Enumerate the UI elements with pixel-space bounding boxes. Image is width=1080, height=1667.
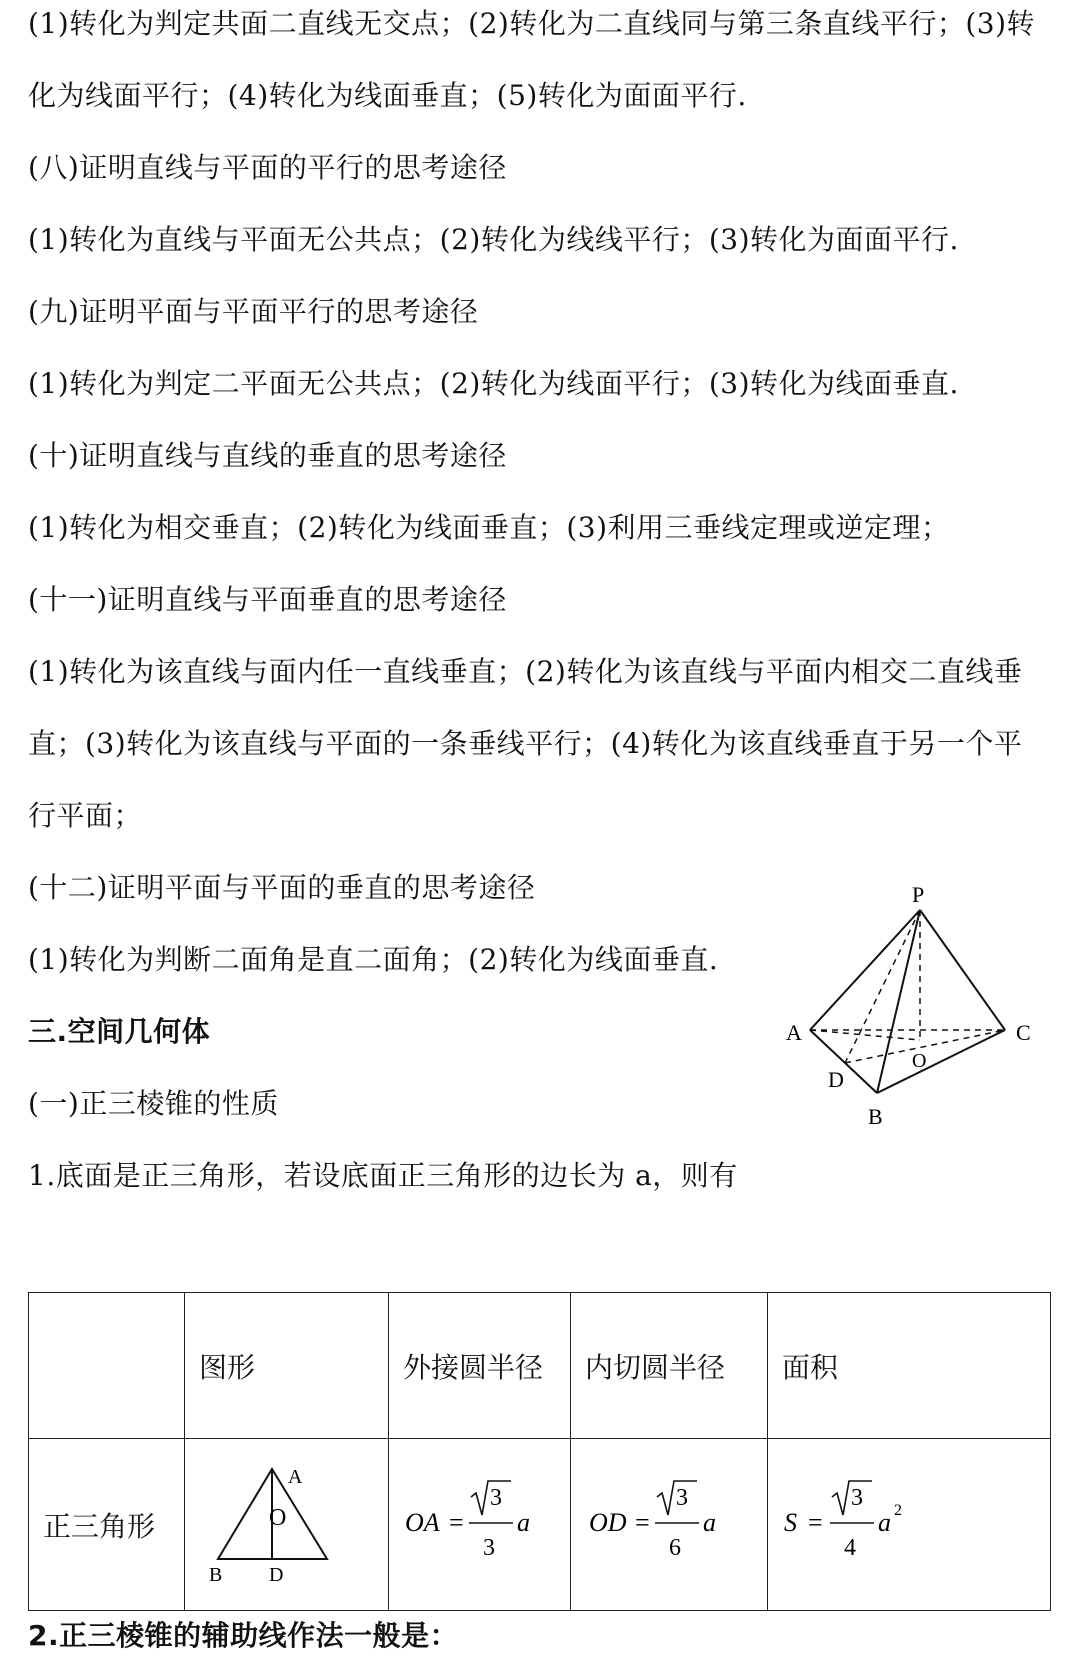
- point-label-D: D: [828, 1067, 844, 1092]
- heading-line: (十二)证明平面与平面的垂直的思考途径: [28, 871, 536, 904]
- header-cell: [29, 1293, 185, 1439]
- text-line: (1)转化为直线与平面无公共点；(2)转化为线线平行；(3)转化为面面平行.: [28, 223, 959, 256]
- svg-text:4: 4: [844, 1535, 856, 1561]
- table-row: [29, 1439, 1051, 1611]
- svg-text:OA: OA: [405, 1508, 440, 1537]
- svg-text:3: 3: [483, 1535, 495, 1561]
- header-cell: 外接圆半径: [389, 1293, 571, 1439]
- triangle-label-D: D: [269, 1564, 284, 1586]
- inradius-cell: [571, 1439, 768, 1611]
- vertex-label-A: A: [786, 1020, 802, 1045]
- pyramid-diagram: [780, 880, 1060, 1140]
- svg-text:=: =: [449, 1508, 464, 1537]
- table-header-row: [29, 1293, 1051, 1439]
- heading-line: (八)证明直线与平面的平行的思考途径: [28, 151, 507, 184]
- heading-line: (十一)证明直线与平面垂直的思考途径: [28, 583, 507, 616]
- svg-text:3: 3: [676, 1485, 688, 1511]
- equilateral-triangle-diagram: [185, 1439, 389, 1603]
- text-line: (1)转化为相交垂直；(2)转化为线面垂直；(3)利用三垂线定理或逆定理；: [28, 511, 950, 544]
- svg-text:OD: OD: [589, 1508, 627, 1537]
- row-label: 正三角形: [29, 1439, 185, 1611]
- triangle-label-B: B: [209, 1564, 223, 1586]
- edge-BC: [877, 1030, 1005, 1093]
- slant-PD: [845, 910, 920, 1063]
- svg-text:=: =: [635, 1508, 650, 1537]
- svg-text:a: a: [517, 1508, 530, 1537]
- header-cell: 内切圆半径: [571, 1293, 768, 1439]
- point-1: 1.底面是正三角形，若设底面正三角形的边长为 a，则有: [28, 1159, 738, 1192]
- svg-text:6: 6: [669, 1535, 681, 1561]
- edge-PA: [810, 910, 920, 1030]
- subsection-heading: (一)正三棱锥的性质: [28, 1087, 279, 1120]
- heading-line: (九)证明平面与平面平行的思考途径: [28, 295, 479, 328]
- svg-text:2: 2: [894, 1502, 902, 1519]
- vertex-label-P: P: [912, 882, 925, 907]
- triangle-figure-cell: [185, 1439, 389, 1611]
- text-line: 直；(3)转化为该直线与平面的一条垂线平行；(4)转化为该直线垂直于另一个平: [28, 727, 1023, 760]
- triangle-label-O: O: [269, 1505, 287, 1531]
- text-line: (1)转化为判断二面角是直二面角；(2)转化为线面垂直.: [28, 943, 719, 976]
- edge-PC: [920, 910, 1005, 1030]
- heading-line: (十)证明直线与直线的垂直的思考途径: [28, 439, 507, 472]
- text-line: (1)转化为判定共面二直线无交点；(2)转化为二直线同与第三条直线平行；(3)转: [28, 7, 1035, 40]
- svg-text:3: 3: [490, 1485, 502, 1511]
- text-line: 行平面；: [28, 799, 143, 832]
- svg-text:3: 3: [851, 1485, 863, 1511]
- header-cell: 面积: [768, 1293, 1051, 1439]
- text-line: 化为线面平行；(4)转化为线面垂直；(5)转化为面面平行.: [28, 79, 747, 112]
- svg-text:a: a: [878, 1508, 891, 1537]
- area-formula: [768, 1439, 1051, 1603]
- svg-text:=: =: [808, 1508, 823, 1537]
- text-line: (1)转化为判定二平面无公共点；(2)转化为线面平行；(3)转化为线面垂直.: [28, 367, 959, 400]
- vertex-label-C: C: [1016, 1020, 1031, 1045]
- point-2: 2.正三棱锥的辅助线作法一般是：: [28, 1619, 459, 1652]
- circumradius-cell: [389, 1439, 571, 1611]
- segment-AO: [810, 1030, 920, 1040]
- triangle-label-A: A: [288, 1466, 303, 1488]
- point-label-O: O: [912, 1050, 927, 1072]
- text-line: (1)转化为该直线与面内任一直线垂直；(2)转化为该直线与平面内相交二直线垂: [28, 655, 1023, 688]
- svg-text:S: S: [784, 1508, 797, 1537]
- area-cell: [768, 1439, 1051, 1611]
- inradius-formula: [571, 1439, 768, 1603]
- header-cell: 图形: [185, 1293, 389, 1439]
- triangle-properties-table: [28, 1292, 1050, 1602]
- vertex-label-B: B: [868, 1104, 883, 1129]
- svg-text:a: a: [703, 1508, 716, 1537]
- section-heading: 三.空间几何体: [28, 1015, 211, 1048]
- circumradius-formula: [389, 1439, 571, 1603]
